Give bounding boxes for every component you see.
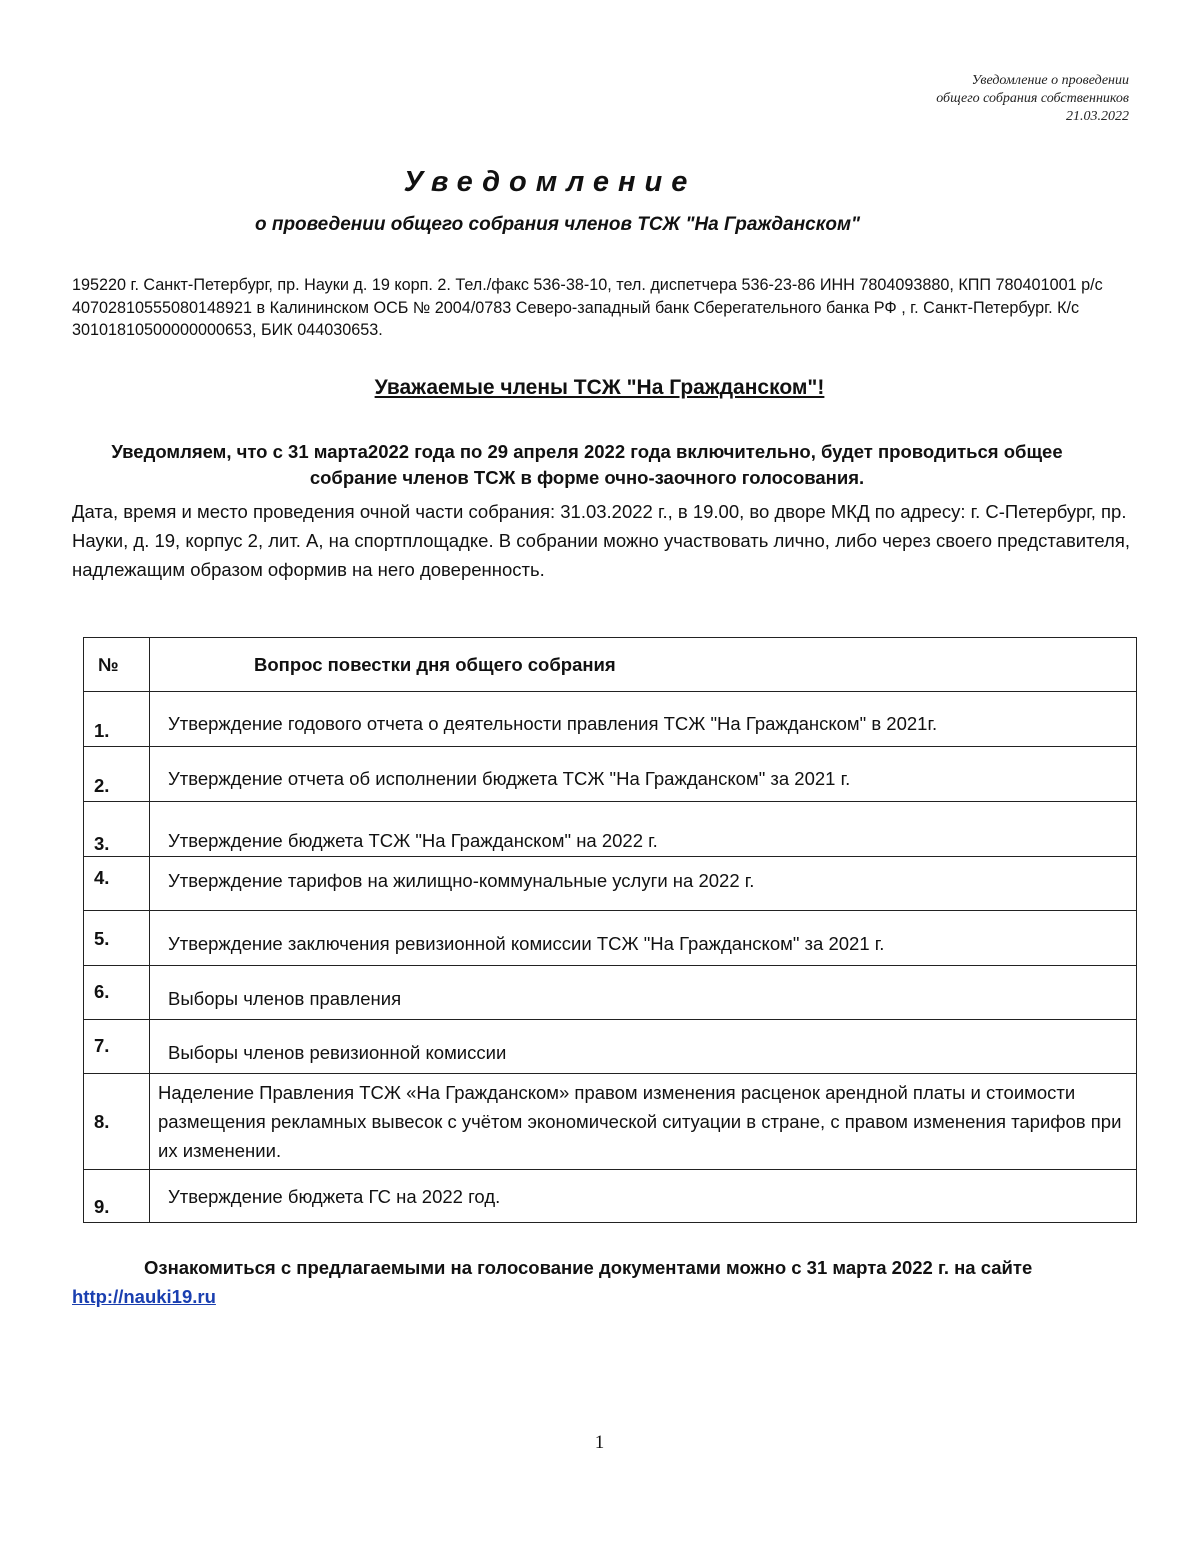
agenda-item-num: 8. [84,1074,150,1170]
agenda-item-text: Утверждение отчета об исполнении бюджета ТСЖ "На Гражданском" за 2021 г. [150,747,1137,802]
table-row [84,1020,1137,1074]
agenda-item-text: Утверждение заключения ревизионной комиссии ТСЖ "На Гражданском" за 2021 г. [150,911,1137,966]
table-row [84,692,1137,747]
table-row [84,747,1137,802]
agenda-item-text: Наделение Правления ТСЖ «На Гражданском» правом изменения расценок арендной платы и стоимости размещения рекламных вывесок с учётом экономической ситуации в стране, с правом изменения тарифов при их изменении. [150,1074,1137,1170]
table-row [84,1170,1137,1223]
agenda-item-num: 9. [84,1170,150,1223]
page-subtitle: о проведении общего собрания членов ТСЖ "На Гражданском" [254,214,861,235]
agenda-header-question: Вопрос повестки дня общего собрания [150,638,1137,692]
footer-note [72,1253,1132,1311]
meeting-details: Дата, время и место проведения очной части собрания: 31.03.2022 г., в 19.00, во дворе МКД по адресу: г. С-Петербург, пр. Науки, д. 19, корпус 2, лит. А, на спортплощадке. В собрании можно участвовать лично, либо через своего представителя, надлежащим образом оформив на него доверенность. [72,501,1131,580]
page-number: 1 [594,1432,605,1453]
agenda-item-text: Утверждение бюджета ГС на 2022 год. [150,1170,1137,1223]
website-link[interactable]: http://nauki19.ru [72,1286,216,1307]
requisites-address: 195220 г. Санкт-Петербург, пр. Науки д. 19 корп. 2. Тел./факс 536-38-10, тел. диспетчера 536-23-86 ИНН 7804093880, КПП 780401001 р/с 40702810555080148921 в Калининском ОСБ № 2004/0783 Северо-западный банк Сберегательного банка РФ , г. Санкт-Петербург. К/с 30101810500000000653, БИК 044030653. [72,276,1103,339]
agenda-table [83,637,1137,1223]
agenda-item-num: 6. [84,966,150,1020]
greeting: Уважаемые члены ТСЖ "На Гражданском"! [374,376,825,399]
agenda-item-num: 5. [84,911,150,966]
table-row [84,857,1137,911]
header-note [936,72,1129,126]
header-note-date: 21.03.2022 [1066,109,1129,124]
table-row [84,1074,1137,1170]
agenda-item-num: 1. [84,692,150,747]
agenda-item-text: Утверждение тарифов на жилищно-коммунальные услуги на 2022 г. [150,857,1137,911]
agenda-item-num: 4. [84,857,150,911]
table-row [84,911,1137,966]
table-row [84,966,1137,1020]
announcement: Уведомляем, что с 31 марта2022 года по 29 апреля 2022 года включительно, будет проводиться общее собрание членов ТСЖ в форме очно-заочного голосования. [111,441,1063,488]
agenda-item-text: Утверждение бюджета ТСЖ "На Гражданском" на 2022 г. [150,802,1137,857]
agenda-item-num: 7. [84,1020,150,1074]
page-title: Уведомление [403,166,697,198]
agenda-header-row [84,638,1137,692]
agenda-item-num: 3. [84,802,150,857]
header-note-line1: Уведомление о проведении [971,73,1129,88]
agenda-item-text: Утверждение годового отчета о деятельности правления ТСЖ "На Гражданском" в 2021г. [150,692,1137,747]
agenda-item-num: 2. [84,747,150,802]
table-row [84,802,1137,857]
agenda-item-text: Выборы членов правления [150,966,1137,1020]
footer-text: Ознакомиться с предлагаемыми на голосование документами можно с 31 марта 2022 г. на сайте [144,1257,1033,1278]
agenda-header-num: № [84,638,150,692]
agenda-item-text: Выборы членов ревизионной комиссии [150,1020,1137,1074]
header-note-line2: общего собрания собственников [936,91,1129,106]
